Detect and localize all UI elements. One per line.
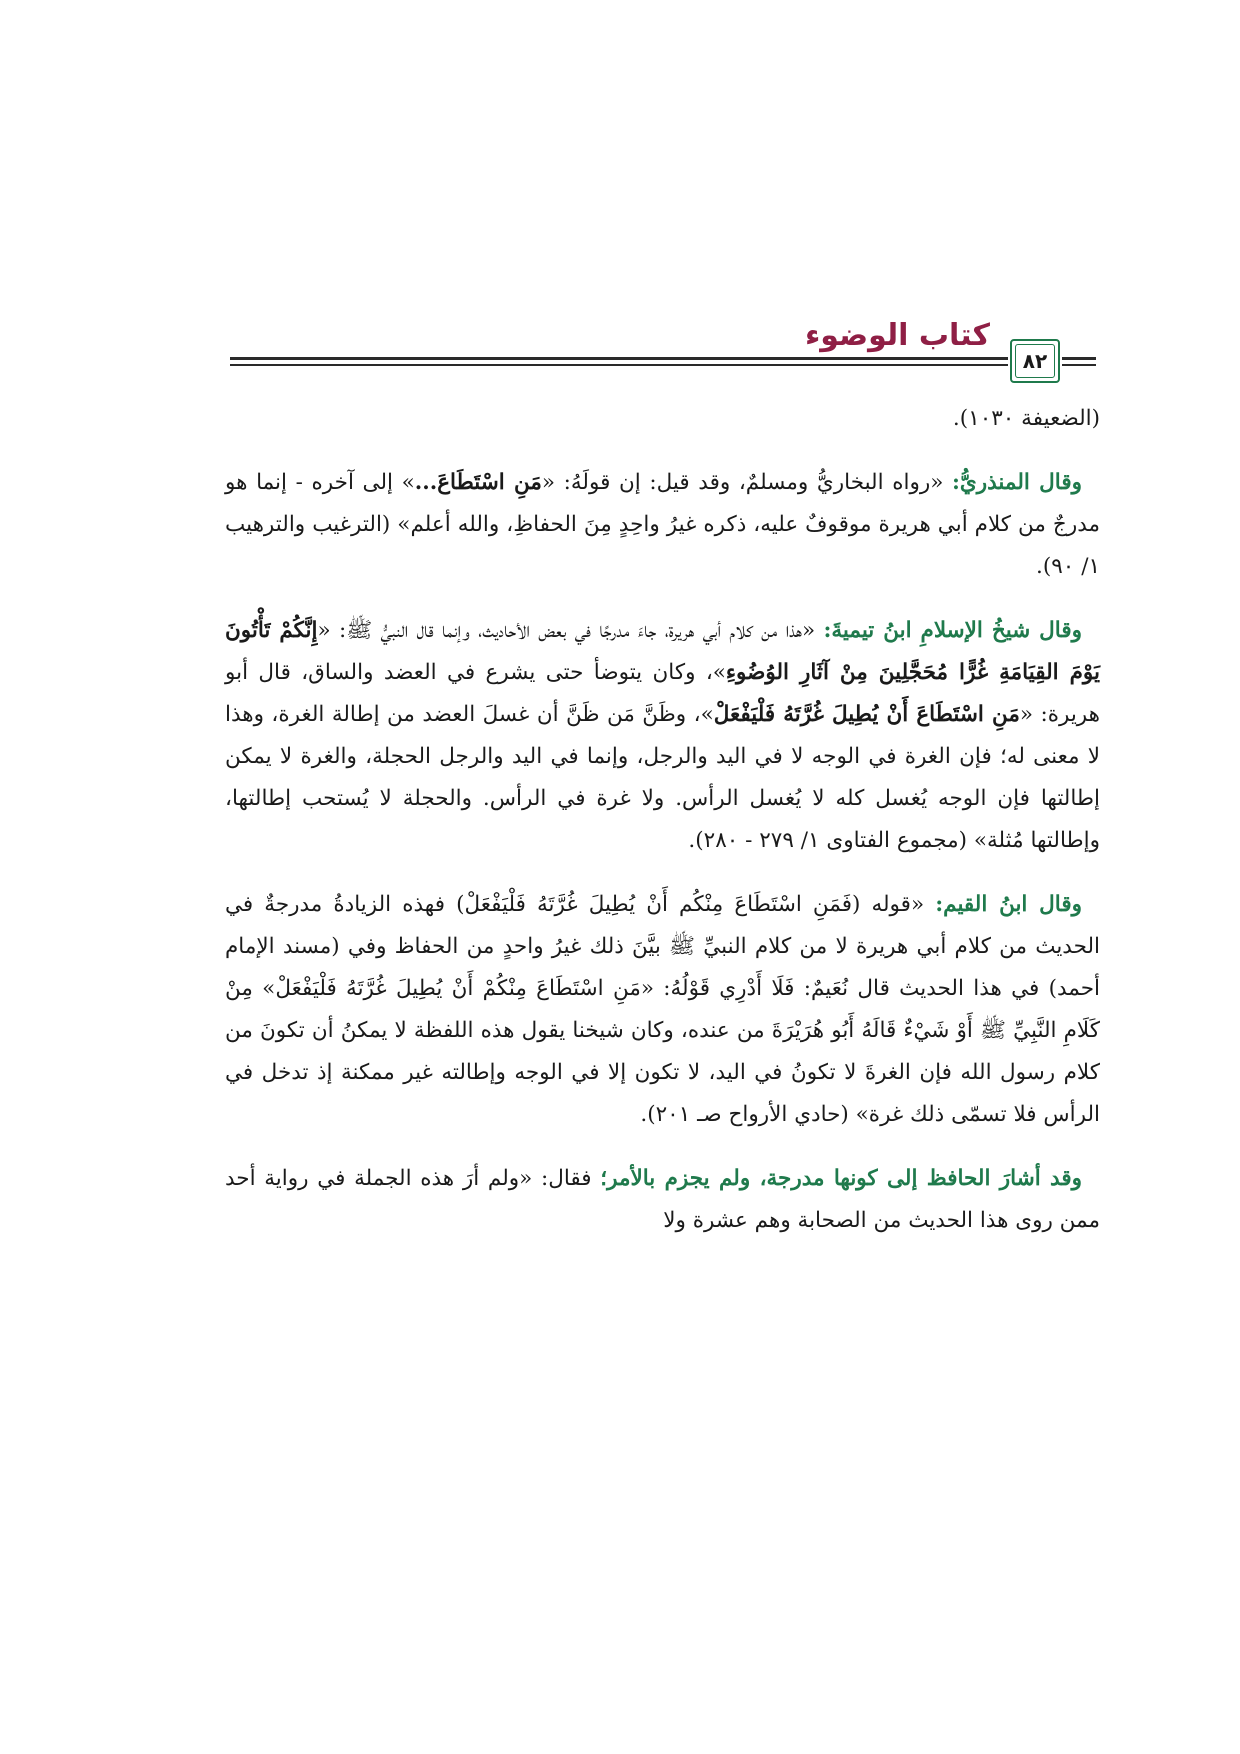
paragraph-ibn-qayyim (225, 884, 1100, 1136)
page-number-badge (1010, 339, 1060, 383)
page-body (225, 398, 1100, 1242)
speaker-label: وقال المنذريُّ: (952, 470, 1082, 495)
paragraph-ibn-taymiyyah (225, 610, 1100, 862)
speaker-label: وقال شيخُ الإسلامِ ابنُ تيميةَ: (823, 618, 1083, 643)
speaker-label: وقد أشارَ الحافظ إلى كونها مدرجة، ولم يجزم بالأمر؛ (600, 1166, 1082, 1191)
header-rule (1062, 364, 1096, 366)
book-title: كتاب الوضوء (804, 318, 990, 353)
paragraph-text: «رواه البخاريُّ ومسلمٌ، وقد قيل: إن قولَهُ: « (541, 470, 952, 495)
header-rule (1062, 357, 1096, 360)
header-rule (230, 364, 1008, 366)
page-header (0, 0, 1240, 400)
page-number: ٨٢ (1015, 344, 1055, 378)
paragraph-text: » إلى آخره - إنما هو مدرجٌ من كلام أبي هريرة موقوفٌ عليه، ذكره غيرُ واحِدٍ مِنَ الحفاظِ، والله أعلم» (الترغيب والترهيب ١/ ٩٠). (225, 470, 1100, 579)
paragraph-text: »، وكان يتوضأ حتى يشرع في العضد والساق، قال أبو هريرة: « (225, 660, 1101, 727)
speaker-label: وقال ابنُ القيم: (935, 892, 1082, 917)
paragraph-hafiz (225, 1158, 1100, 1242)
header-rule (230, 357, 1008, 360)
paragraph-mundhiri (225, 462, 1100, 588)
paragraph-text: فقال: «ولم أرَ هذه الجملة في رواية أحد ممن روى هذا الحديث من الصحابة وهم عشرة ولا (225, 1166, 1100, 1233)
paragraph-text: «قوله (فَمَنِ اسْتَطَاعَ مِنْكُم أَنْ يُطِيلَ غُرَّتَهُ فَلْيَفْعَلْ) فهذه الزيادةُ مدرجةٌ في الحديث من كلام أبي هريرة لا من كلام النبيِّ ﷺ بيَّنَ ذلك غيرُ واحدٍ من الحفاظ وفي (مسند الإمام أحمد) في هذا الحديث قال نُعَيمٌ: فَلَا أَدْرِي قَوْلُهُ: «مَنِ اسْتَطَاعَ مِنْكُمْ أَنْ يُطِيلَ غُرَّتَهُ فَلْيَفْعَلْ» مِنْ كَلَامِ النَّبِيِّ ﷺ أَوْ شَيْءٌ قَالَهُ أَبُو هُرَيْرَةَ من عنده، وكان شيخنا يقول هذه اللفظة لا يمكنُ أن تكونَ من كلام رسول الله فإن الغرةَ لا تكونُ في اليد، لا تكون إلا في الوجه وإطالته غير ممكنة إذ تدخل في الرأس فلا تسمّى ذلك غرة» (حادي الأرواح صـ ٢٠١). (225, 892, 1100, 1127)
hadith-quote: مَنِ اسْتَطَاعَ أَنْ يُطِيلَ غُرَّتَهُ فَلْيَفْعَلْ (713, 702, 1020, 727)
hadith-quote: إِنَّكُمْ تَأْتُونَ يَوْمَ القِيَامَةِ غُرًّا مُحَجَّلِينَ مِنْ آثَارِ الوُضُوءِ (225, 618, 1100, 685)
citation-line (225, 398, 1100, 440)
paragraph-text: »، وظَنَّ مَن ظَنَّ أن غسلَ العضد من إطالة الغرة، وهذا لا معنى له؛ فإن الغرة في الوجه لا في اليد والرجل، وإنما في اليد والرجل الحجلة، والغرة لا يمكن إطالتها فإن الوجه يُغسل كله لا يُغسل الرأس. ولا غرة في الرأس. والحجلة لا يُستحب إطالتها، وإطالتها مُثلة» (مجموع الفتاوى ١/ ٢٧٩ - ٢٨٠). (225, 702, 1100, 853)
paragraph-text: (الضعيفة ١٠٣٠). (952, 406, 1100, 431)
paragraph-text: «هذا من كلام أبي هريرة، جاءَ مدرجًا في بعض الأحاديث، وإنما قال النبيُّ ﷺ: « (317, 618, 824, 643)
hadith-quote: مَنِ اسْتَطَاعَ... (414, 470, 542, 495)
